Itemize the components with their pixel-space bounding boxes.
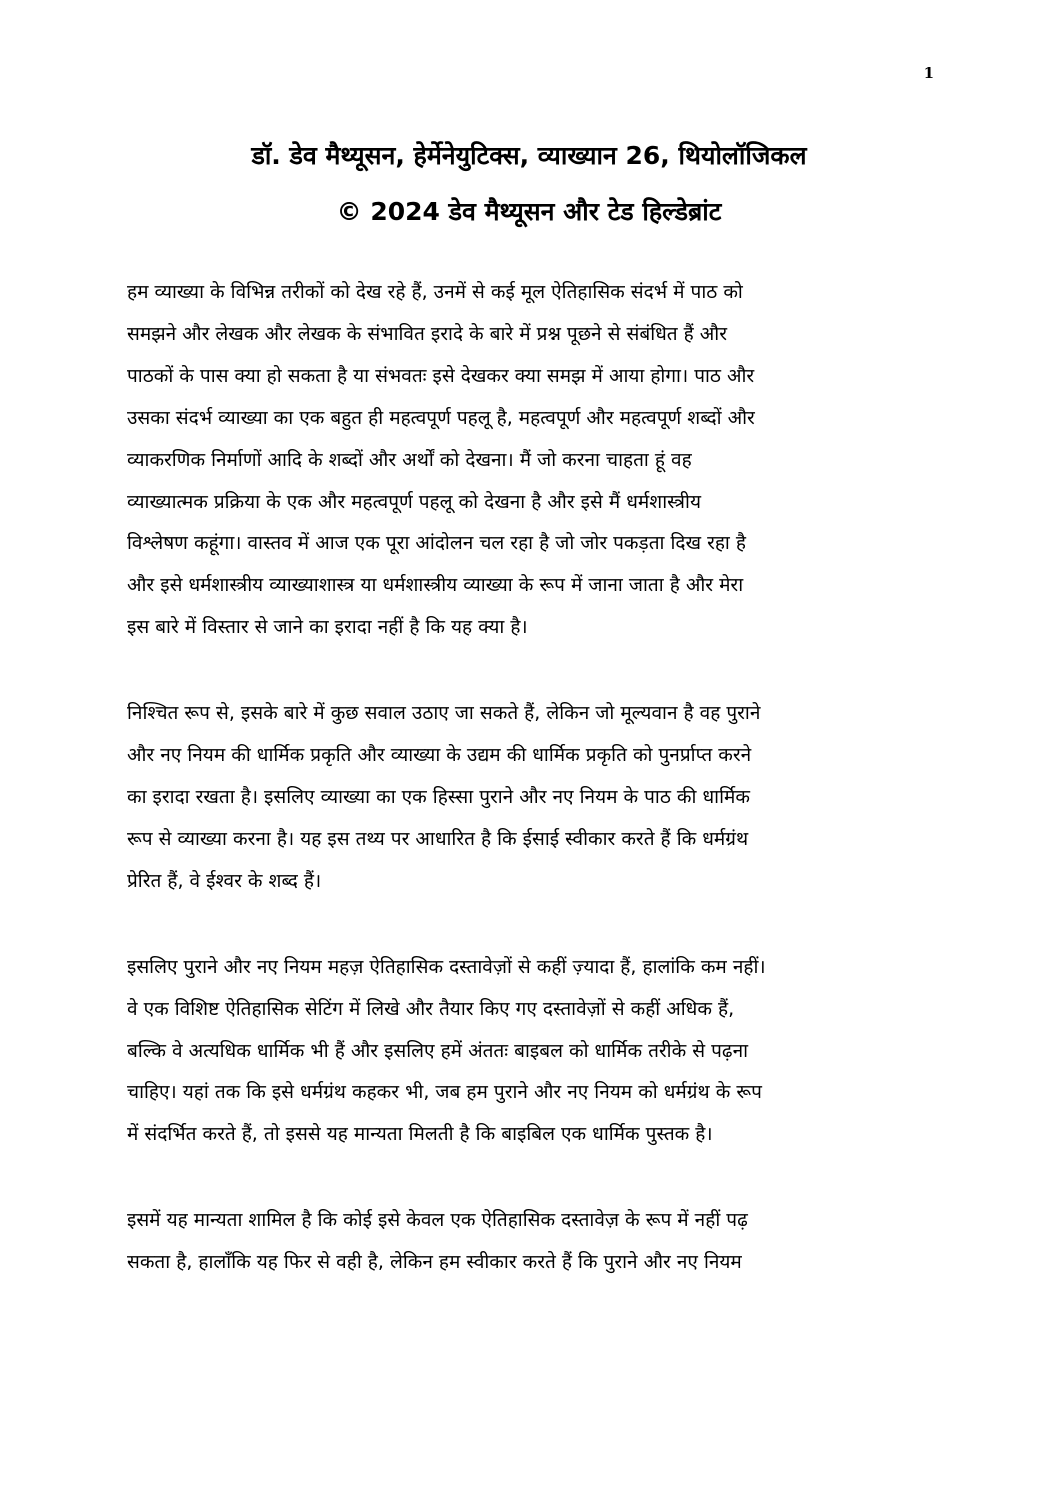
text-line: का इरादा रखता है। इसलिए व्याख्या का एक हिस्सा पुराने और नए नियम के पाठ की धार्मिक xyxy=(127,785,750,808)
text-line: बल्कि वे अत्यधिक धार्मिक भी हैं और इसलिए हमें अंततः बाइबल को धार्मिक तरीके से पढ़ना xyxy=(127,1039,749,1062)
text-line: समझने और लेखक और लेखक के संभावित इरादे के बारे में प्रश्न पूछने से संबंधित हैं और xyxy=(127,322,728,345)
text-line: पाठकों के पास क्या हो सकता है या संभवतः इसे देखकर क्या समझ में आया होगा। पाठ और xyxy=(127,364,755,387)
paragraph-1 xyxy=(127,272,927,649)
text-line: व्याकरणिक निर्माणों आदि के शब्दों और अर्थों को देखना। मैं जो करना चाहता हूं वह xyxy=(127,448,692,471)
text-line: चाहिए। यहां तक कि इसे धर्मग्रंथ कहकर भी, जब हम पुराने और नए नियम को धर्मग्रंथ के रूप xyxy=(127,1081,762,1104)
text-line: और इसे धर्मशास्त्रीय व्याख्याशास्त्र या धर्मशास्त्रीय व्याख्या के रूप में जाना जाता है और मेरा xyxy=(127,574,744,597)
paragraph-2 xyxy=(127,693,927,903)
title-line-2: © 2024 डेव मैथ्यूसन और टेड हिल्डेब्रांट xyxy=(336,197,722,226)
document-body xyxy=(127,272,927,1328)
text-line: प्रेरित हैं, वे ईश्वर के शब्द हैं। xyxy=(127,869,322,892)
paragraph-3 xyxy=(127,947,927,1157)
text-line: निश्चित रूप से, इसके बारे में कुछ सवाल उठाए जा सकते हैं, लेकिन जो मूल्यवान है वह पुराने xyxy=(127,702,761,725)
text-line: और नए नियम की धार्मिक प्रकृति और व्याख्या के उद्यम की धार्मिक प्रकृति को पुनर्प्राप्त करने xyxy=(127,744,752,767)
text-line: उसका संदर्भ व्याख्या का एक बहुत ही महत्वपूर्ण पहलू है, महत्वपूर्ण और महत्वपूर्ण शब्दों और xyxy=(127,406,755,429)
text-line: इस बारे में विस्तार से जाने का इरादा नहीं है कि यह क्या है। xyxy=(127,616,528,639)
text-line: इसमें यह मान्यता शामिल है कि कोई इसे केवल एक ऐतिहासिक दस्तावेज़ के रूप में नहीं पढ़ xyxy=(127,1209,748,1232)
text-line: वे एक विशिष्ट ऐतिहासिक सेटिंग में लिखे और तैयार किए गए दस्तावेज़ों से कहीं अधिक हैं, xyxy=(127,997,735,1020)
page-number: 1 xyxy=(923,64,934,82)
text-line: इसलिए पुराने और नए नियम महज़ ऐतिहासिक दस्तावेज़ों से कहीं ज़्यादा हैं, हालांकि कम नहीं। xyxy=(127,955,766,978)
text-line: सकता है, हालाँकि यह फिर से वही है, लेकिन हम स्वीकार करते हैं कि पुराने और नए नियम xyxy=(127,1251,742,1274)
text-line: हम व्याख्या के विभिन्न तरीकों को देख रहे हैं, उनमें से कई मूल ऐतिहासिक संदर्भ में पाठ को xyxy=(127,281,743,303)
document-title xyxy=(0,128,1058,240)
text-line: रूप से व्याख्या करना है। यह इस तथ्य पर आधारित है कि ईसाई स्वीकार करते हैं कि धर्मग्रंथ xyxy=(127,827,749,850)
text-line: में संदर्भित करते हैं, तो इससे यह मान्यता मिलती है कि बाइबिल एक धार्मिक पुस्तक है। xyxy=(127,1123,713,1146)
paragraph-4 xyxy=(127,1200,927,1284)
text-line: विश्लेषण कहूंगा। वास्तव में आज एक पूरा आंदोलन चल रहा है जो जोर पकड़ता दिख रहा है xyxy=(127,532,746,555)
title-line-1: डॉ. डेव मैथ्यूसन, हेर्मेनेयुटिक्स, व्याख्यान 26, थियोलॉजिकल xyxy=(251,141,807,170)
text-line: व्याख्यात्मक प्रक्रिया के एक और महत्वपूर्ण पहलू को देखना है और इसे मैं धर्मशास्त्रीय xyxy=(127,490,701,513)
